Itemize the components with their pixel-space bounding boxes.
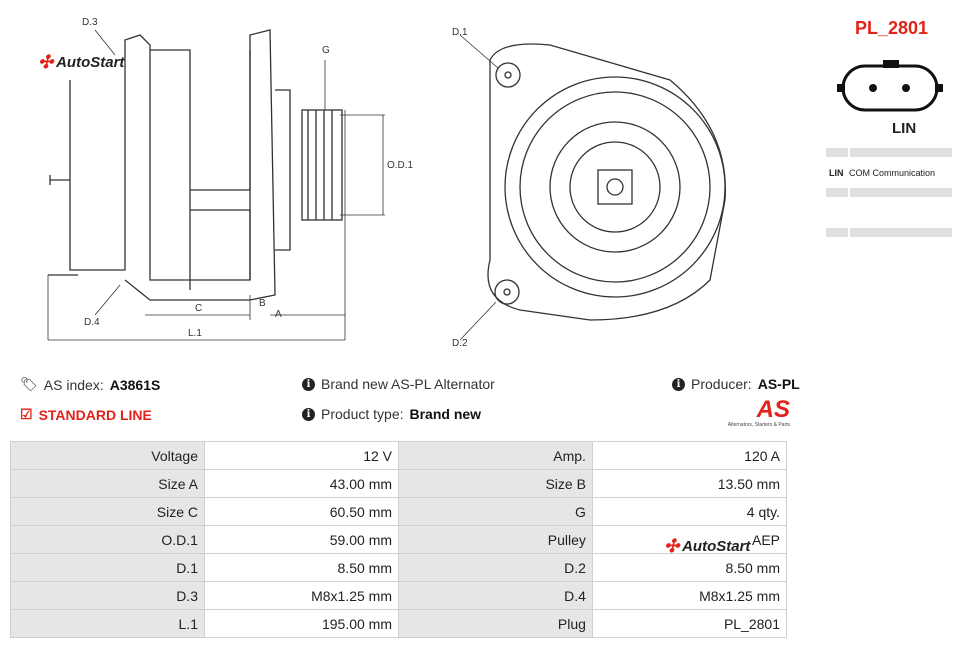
label-d2: D.2 <box>452 338 468 349</box>
label-od1: O.D.1 <box>387 160 414 171</box>
spec-value: 195.00 mm <box>204 610 398 638</box>
spec-label: Size A <box>11 470 205 498</box>
spec-row <box>11 442 787 470</box>
spec-value: M8x1.25 mm <box>592 582 786 610</box>
spec-value: 43.00 mm <box>204 470 398 498</box>
label-d1: D.1 <box>452 27 468 38</box>
spec-label: D.2 <box>399 554 593 582</box>
spec-value: 120 A <box>592 442 786 470</box>
label-d4: D.4 <box>84 317 100 328</box>
label-d3: D.3 <box>82 17 98 28</box>
spec-label: Size B <box>399 470 593 498</box>
connector-pin-label: LIN <box>892 120 917 137</box>
spec-row <box>11 582 787 610</box>
spec-label: L.1 <box>11 610 205 638</box>
spec-value: 13.50 mm <box>592 470 786 498</box>
spec-label: Size C <box>11 498 205 526</box>
spec-label: Amp. <box>399 442 593 470</box>
info-icon: i <box>672 378 685 391</box>
as-index: 🏷 AS index: A3861S <box>20 376 161 393</box>
spec-label: D.1 <box>11 554 205 582</box>
side-view-drawing <box>40 10 414 350</box>
spec-label: O.D.1 <box>11 526 205 554</box>
autostart-watermark-logo: ✣ AutoStart <box>664 536 751 556</box>
connector-plug-icon <box>835 58 945 116</box>
spec-value: 60.50 mm <box>204 498 398 526</box>
spec-label: Plug <box>399 610 593 638</box>
spec-label: Pulley <box>399 526 593 554</box>
label-a: A <box>275 309 282 320</box>
spec-value: 59.00 mm <box>204 526 398 554</box>
spec-value: AEP <box>592 526 786 554</box>
front-view-drawing <box>440 20 750 350</box>
spec-value: M8x1.25 mm <box>204 582 398 610</box>
spec-value: 4 qty. <box>592 498 786 526</box>
label-c: C <box>195 303 203 314</box>
product-type: i Product type: Brand new <box>302 406 481 422</box>
info-icon: i <box>302 408 315 421</box>
producer-logo: AS Alternators, Starters & Parts <box>727 396 790 428</box>
spec-label: G <box>399 498 593 526</box>
spec-row <box>11 470 787 498</box>
spec-value: 8.50 mm <box>592 554 786 582</box>
label-b: B <box>259 298 266 309</box>
spec-value: 8.50 mm <box>204 554 398 582</box>
spec-label: D.3 <box>11 582 205 610</box>
label-l1: L.1 <box>188 328 202 339</box>
spec-value: PL_2801 <box>592 610 786 638</box>
pin-table: LIN COM Communication <box>824 146 954 239</box>
spec-row <box>11 498 787 526</box>
description: i Brand new AS-PL Alternator <box>302 376 495 392</box>
tag-icon: 🏷 <box>20 376 38 392</box>
spec-row <box>11 554 787 582</box>
connector-code: PL_2801 <box>855 18 929 38</box>
info-icon: i <box>302 378 315 391</box>
producer: i Producer: AS-PL <box>672 376 800 392</box>
standard-line-badge: ☑ STANDARD LINE <box>20 406 152 423</box>
checkbox-icon: ☑ <box>20 406 33 422</box>
autostart-logo: ✣ AutoStart <box>38 52 125 72</box>
spec-label: Voltage <box>11 442 205 470</box>
logo-mark-icon: ✣ <box>38 52 54 72</box>
spec-label: D.4 <box>399 582 593 610</box>
spec-value: 12 V <box>204 442 398 470</box>
label-g: G <box>322 45 330 56</box>
spec-row <box>11 610 787 638</box>
